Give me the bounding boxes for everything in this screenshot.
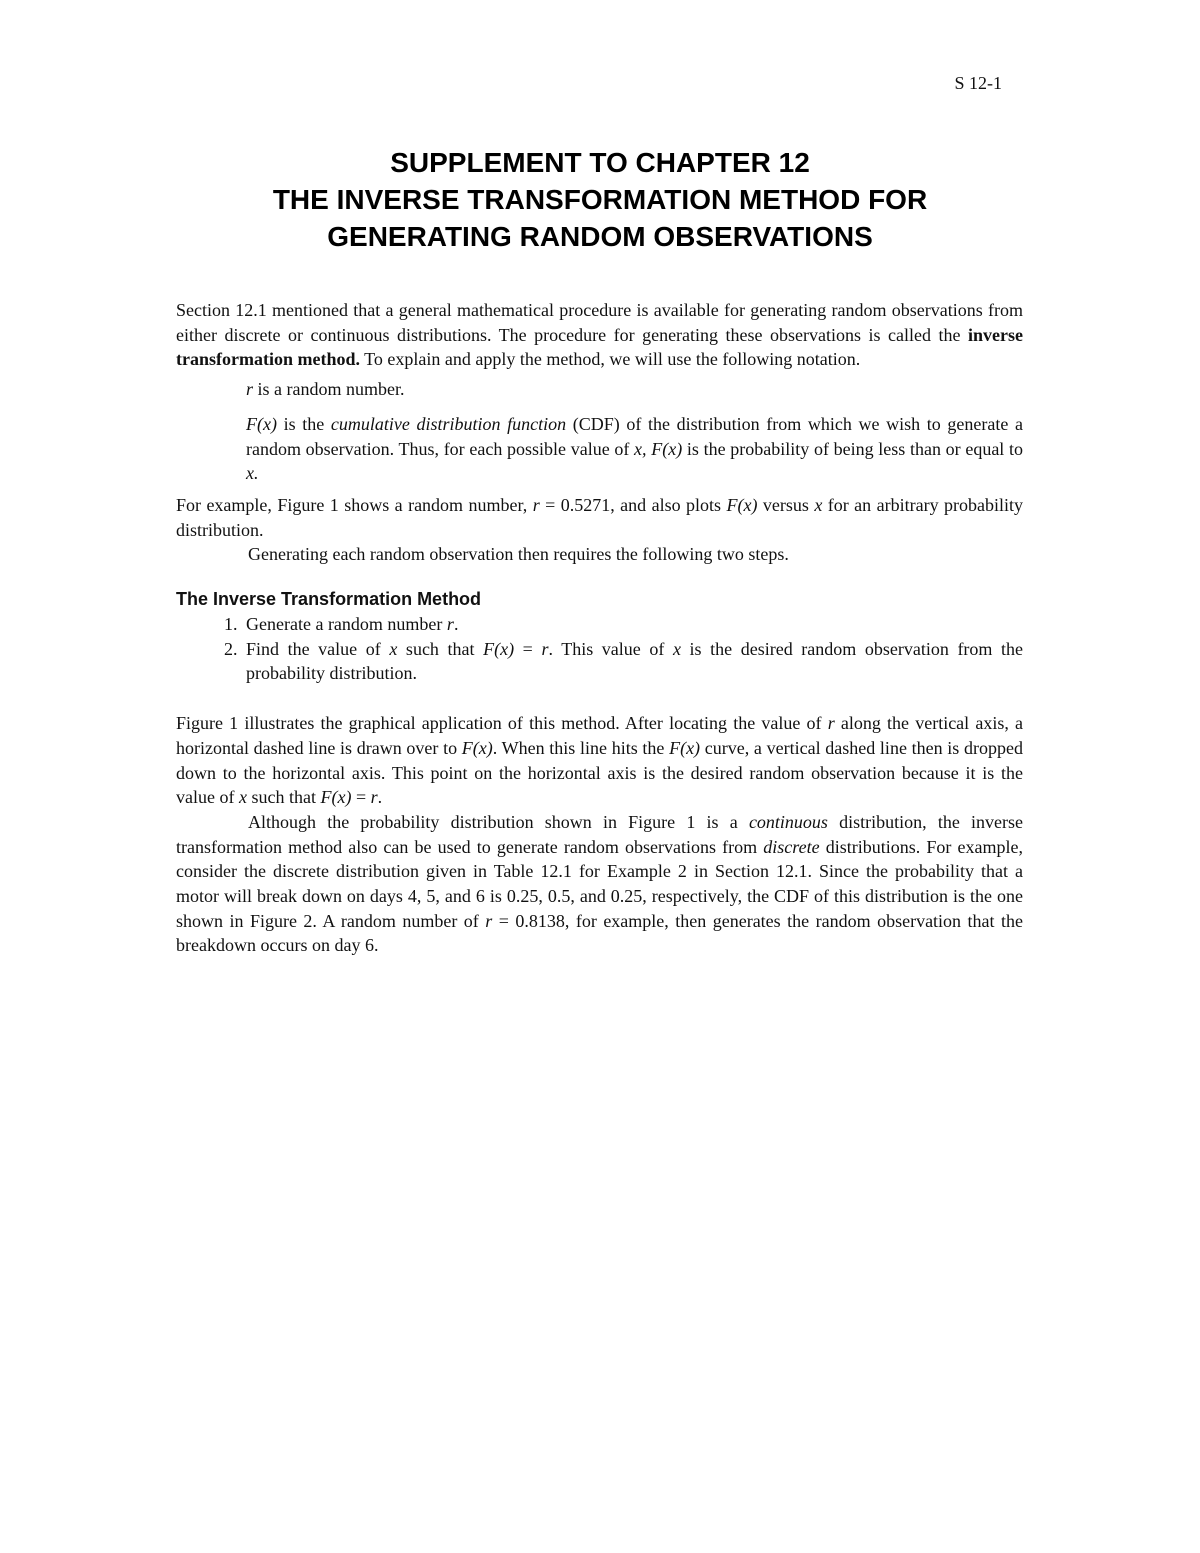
figure-paragraph: Figure 1 illustrates the graphical application of this method. After locating the value of r along the vertical axis, a horizontal dashed line is drawn over to F(x). When this line hits the F(x) curve, a vertical dashed line then is dropped down to the horizontal axis. This point on the horizontal axis is the desired random observation because it is the value of x such that F(x) = r. (176, 713, 1023, 808)
key-term: inverse transformation method. (176, 324, 1023, 370)
steps-intro: Generating each random observation then requires the following two steps. (248, 544, 789, 565)
title-line-2: THE INVERSE TRANSFORMATION METHOD FOR (272, 184, 928, 215)
title-line-3: GENERATING RANDOM OBSERVATIONS (327, 221, 873, 252)
document-body (176, 298, 1023, 958)
cdf-term: cumulative distribution function (330, 413, 567, 434)
title-line-1: SUPPLEMENT TO CHAPTER 12 (390, 147, 810, 178)
page-number: S 12-1 (954, 73, 1002, 93)
steps-list (176, 612, 1023, 686)
intro-paragraph: Section 12.1 mentioned that a general mathematical procedure is available for generating random observations from either discrete or continuous distributions. The procedure for generating these observations is called the inverse transformation method. To explain and apply the method, we will use the following notation. (176, 300, 1023, 370)
notation-fx: F(x) is the cumulative distribution function (CDF) of the distribution from which we wish to generate a random observation. Thus, for each possible value of x, F(x) is the probability of being less than or equal to x. (246, 413, 1024, 484)
document-title (176, 144, 1024, 255)
discrete-paragraph: Although the probability distribution shown in Figure 1 is a continuous distribution, the inverse transformation method also can be used to generate random observations from discrete distributions. For example, consider the discrete distribution given in Table 12.1 for Example 2 in Section 12.1. Since the probability that a motor will break down on days 4, 5, and 6 is 0.25, 0.5, and 0.25, respectively, the CDF of this distribution is the one shown in Figure 2. A random number of r = 0.8138, for example, then generates the random observation that the breakdown occurs on day 6. (176, 811, 1023, 956)
example-paragraph: For example, Figure 1 shows a random number, r = 0.5271, and also plots F(x) versus x for an arbitrary probability distribution. (176, 494, 1023, 540)
section-heading: The Inverse Transformation Method (176, 589, 482, 610)
notation-r: r is a random number. (246, 379, 405, 400)
list-item: 1. Generate a random number r. (224, 614, 459, 635)
list-item: 2. Find the value of x such that F(x) = r. This value of x is the desired random observation from the probability distribution. (224, 638, 1024, 684)
